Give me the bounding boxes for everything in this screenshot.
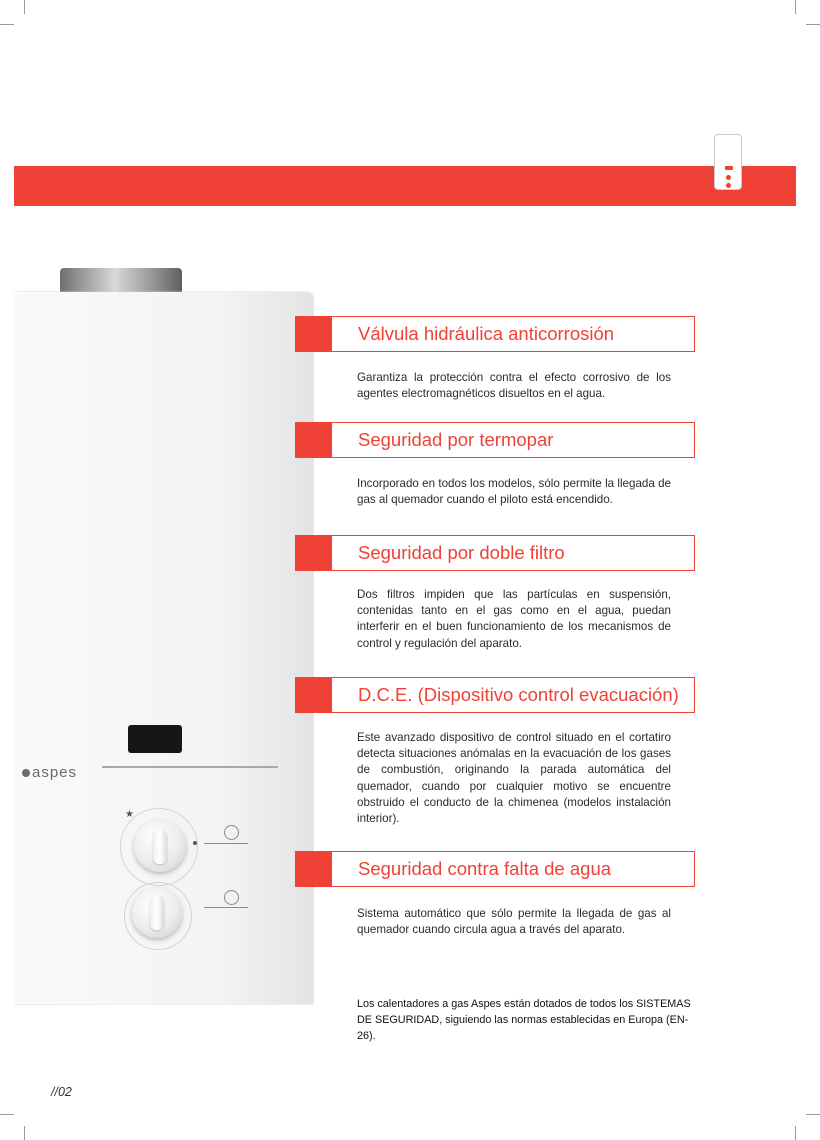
- heater-display: [128, 725, 182, 753]
- section-title: D.C.E. (Dispositivo control evacuación): [358, 684, 679, 705]
- flame-icon: [224, 825, 239, 840]
- section-description: Sistema automático que sólo permite la llegada de gas al quemador cuando circula agua a través del aparato.: [357, 907, 671, 937]
- section-title: Seguridad contra falta de agua: [358, 858, 612, 879]
- crop-mark: [806, 1114, 820, 1115]
- water-drop-icon: [224, 890, 239, 905]
- crop-mark: [795, 0, 796, 14]
- crop-mark: [0, 1114, 14, 1115]
- section-header-termopar: [295, 422, 695, 458]
- section-tab: [296, 423, 332, 457]
- crop-mark: [0, 24, 14, 25]
- brand-logo-text: aspes: [32, 764, 78, 781]
- scale-line: [204, 843, 248, 844]
- section-tab: [296, 536, 332, 570]
- section-description: Incorporado en todos los modelos, sólo permite la llegada de gas al quemador cuando el piloto está encendido.: [357, 477, 671, 507]
- scale-line: [204, 907, 248, 908]
- crop-mark: [24, 1126, 25, 1140]
- temperature-knob-grip: [150, 896, 164, 930]
- crop-mark: [806, 24, 820, 25]
- section-description: Dos filtros impiden que las partículas en suspensión, contenidas tanto en el gas como en el agua, puedan interferir en el buen funcionamiento de los mecanismos de control y regulación del aparato.: [357, 588, 671, 650]
- section-title: Seguridad por termopar: [358, 429, 554, 450]
- star-icon: ★: [125, 809, 134, 820]
- section-title: Válvula hidráulica anticorrosión: [358, 323, 615, 344]
- section-description: Este avanzado dispositivo de control situado en el cortatiro detecta situaciones anómalas en la evacuación de los gases de combustión, originando la parada automática del quemador, cuando por cualquier motivo se encuentre obstruido el conducto de la chimenea (modelos instalación interior).: [357, 731, 671, 826]
- indicator-dot: [193, 841, 197, 845]
- crop-mark: [24, 0, 25, 14]
- section-tab: [296, 678, 332, 712]
- section-description: Garantiza la protección contra el efecto corrosivo de los agentes electromagnéticos disueltos en el agua.: [357, 371, 671, 401]
- safety-note: Los calentadores a gas Aspes están dotados de todos los SISTEMAS DE SEGURIDAD, siguiendo las normas establecidas en Europa (EN-26).: [357, 998, 691, 1042]
- section-header-falta-agua: [295, 851, 695, 887]
- section-tab: [296, 317, 332, 351]
- heater-icon: [714, 134, 742, 190]
- brand-logo: [22, 764, 77, 781]
- section-tab: [296, 852, 332, 886]
- section-title: Seguridad por doble filtro: [358, 542, 565, 563]
- section-header-valvula: [295, 316, 695, 352]
- header-banner: [14, 166, 796, 206]
- section-header-doble-filtro: [295, 535, 695, 571]
- heater-trim-line: [102, 766, 278, 768]
- section-header-dce: [295, 677, 695, 713]
- crop-mark: [795, 1126, 796, 1140]
- power-knob-grip: [153, 830, 167, 864]
- page-number: //02: [51, 1085, 72, 1099]
